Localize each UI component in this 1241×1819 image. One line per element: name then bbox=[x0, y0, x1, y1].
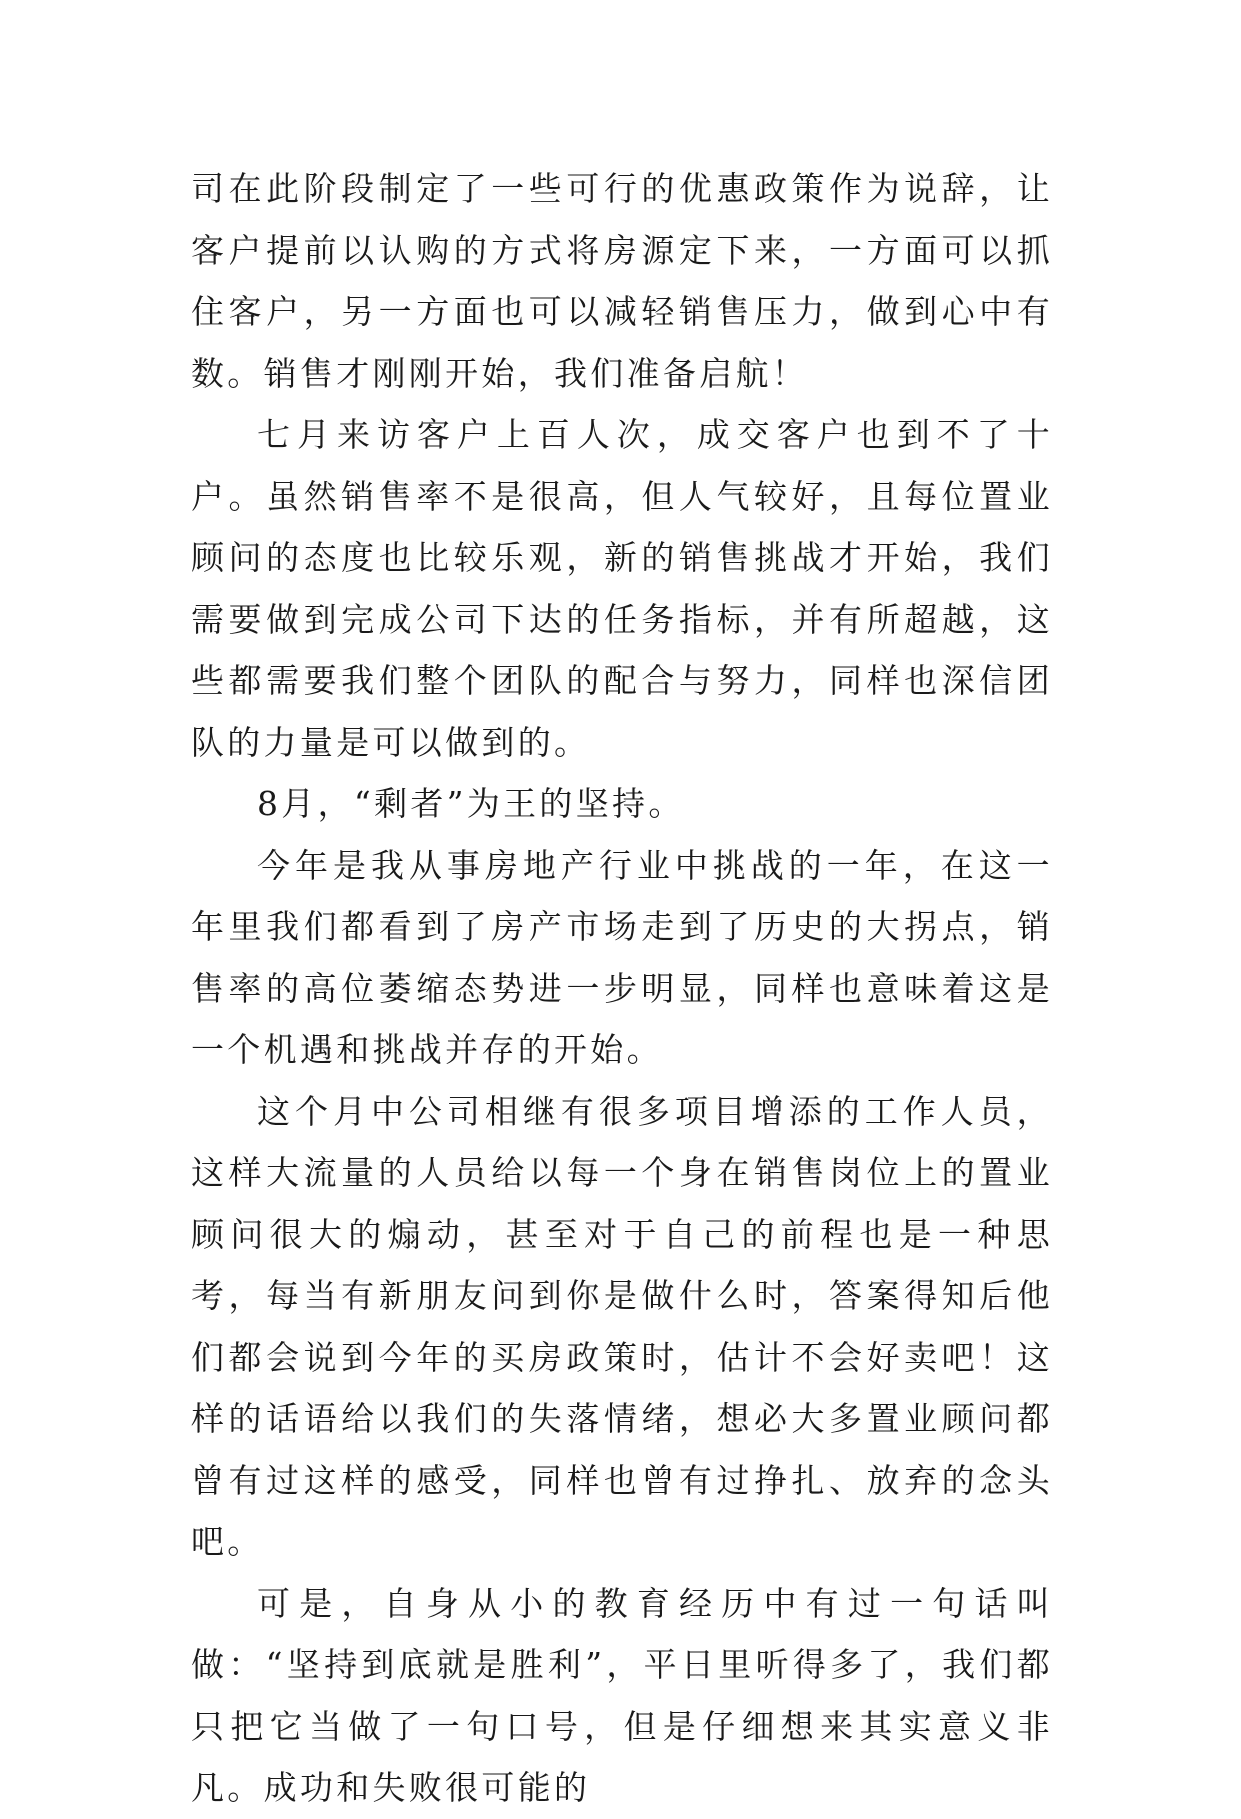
paragraph-1: 司在此阶段制定了一些可行的优惠政策作为说辞，让客户提前以认购的方式将房源定下来，一方面可以抓住客户，另一方面也可以减轻销售压力，做到心中有数。销售才刚刚开始，我们准备启航！ bbox=[191, 169, 1053, 393]
paragraph-6: 可是，自身从小的教育经历中有过一句话叫做：“坚持到底就是胜利”，平日里听得多了，我们都只把它当做了一句口号，但是仔细想来其实意义非凡。成功和失败很可能的 bbox=[191, 1583, 1053, 1807]
paragraph-3: 8月，“剩者”为王的坚持。 bbox=[257, 784, 685, 823]
paragraph-4: 今年是我从事房地产行业中挑战的一年，在这一年里我们都看到了房产市场走到了历史的大拐点，销售率的高位萎缩态势进一步明显，同样也意味着这是一个机遇和挑战并存的开始。 bbox=[191, 845, 1053, 1069]
paragraph-5: 这个月中公司相继有很多项目增添的工作人员，这样大流量的人员给以每一个身在销售岗位上的置业顾问很大的煽动，甚至对于自己的前程也是一种思考，每当有新朋友问到你是做什么时，答案得知后他们都会说到今年的买房政策时，估计不会好卖吧！这样的话语给以我们的失落情绪，想必大多置业顾问都曾有过这样的感受，同样也曾有过挣扎、放弃的念头吧。 bbox=[191, 1091, 1053, 1561]
paragraph-2: 七月来访客户上百人次，成交客户也到不了十户。虽然销售率不是很高，但人气较好，且每位置业顾问的态度也比较乐观，新的销售挑战才开始，我们需要做到完成公司下达的任务指标，并有所超越，这些都需要我们整个团队的配合与努力，同样也深信团队的力量是可以做到的。 bbox=[191, 415, 1053, 762]
document-body bbox=[191, 158, 1053, 1819]
